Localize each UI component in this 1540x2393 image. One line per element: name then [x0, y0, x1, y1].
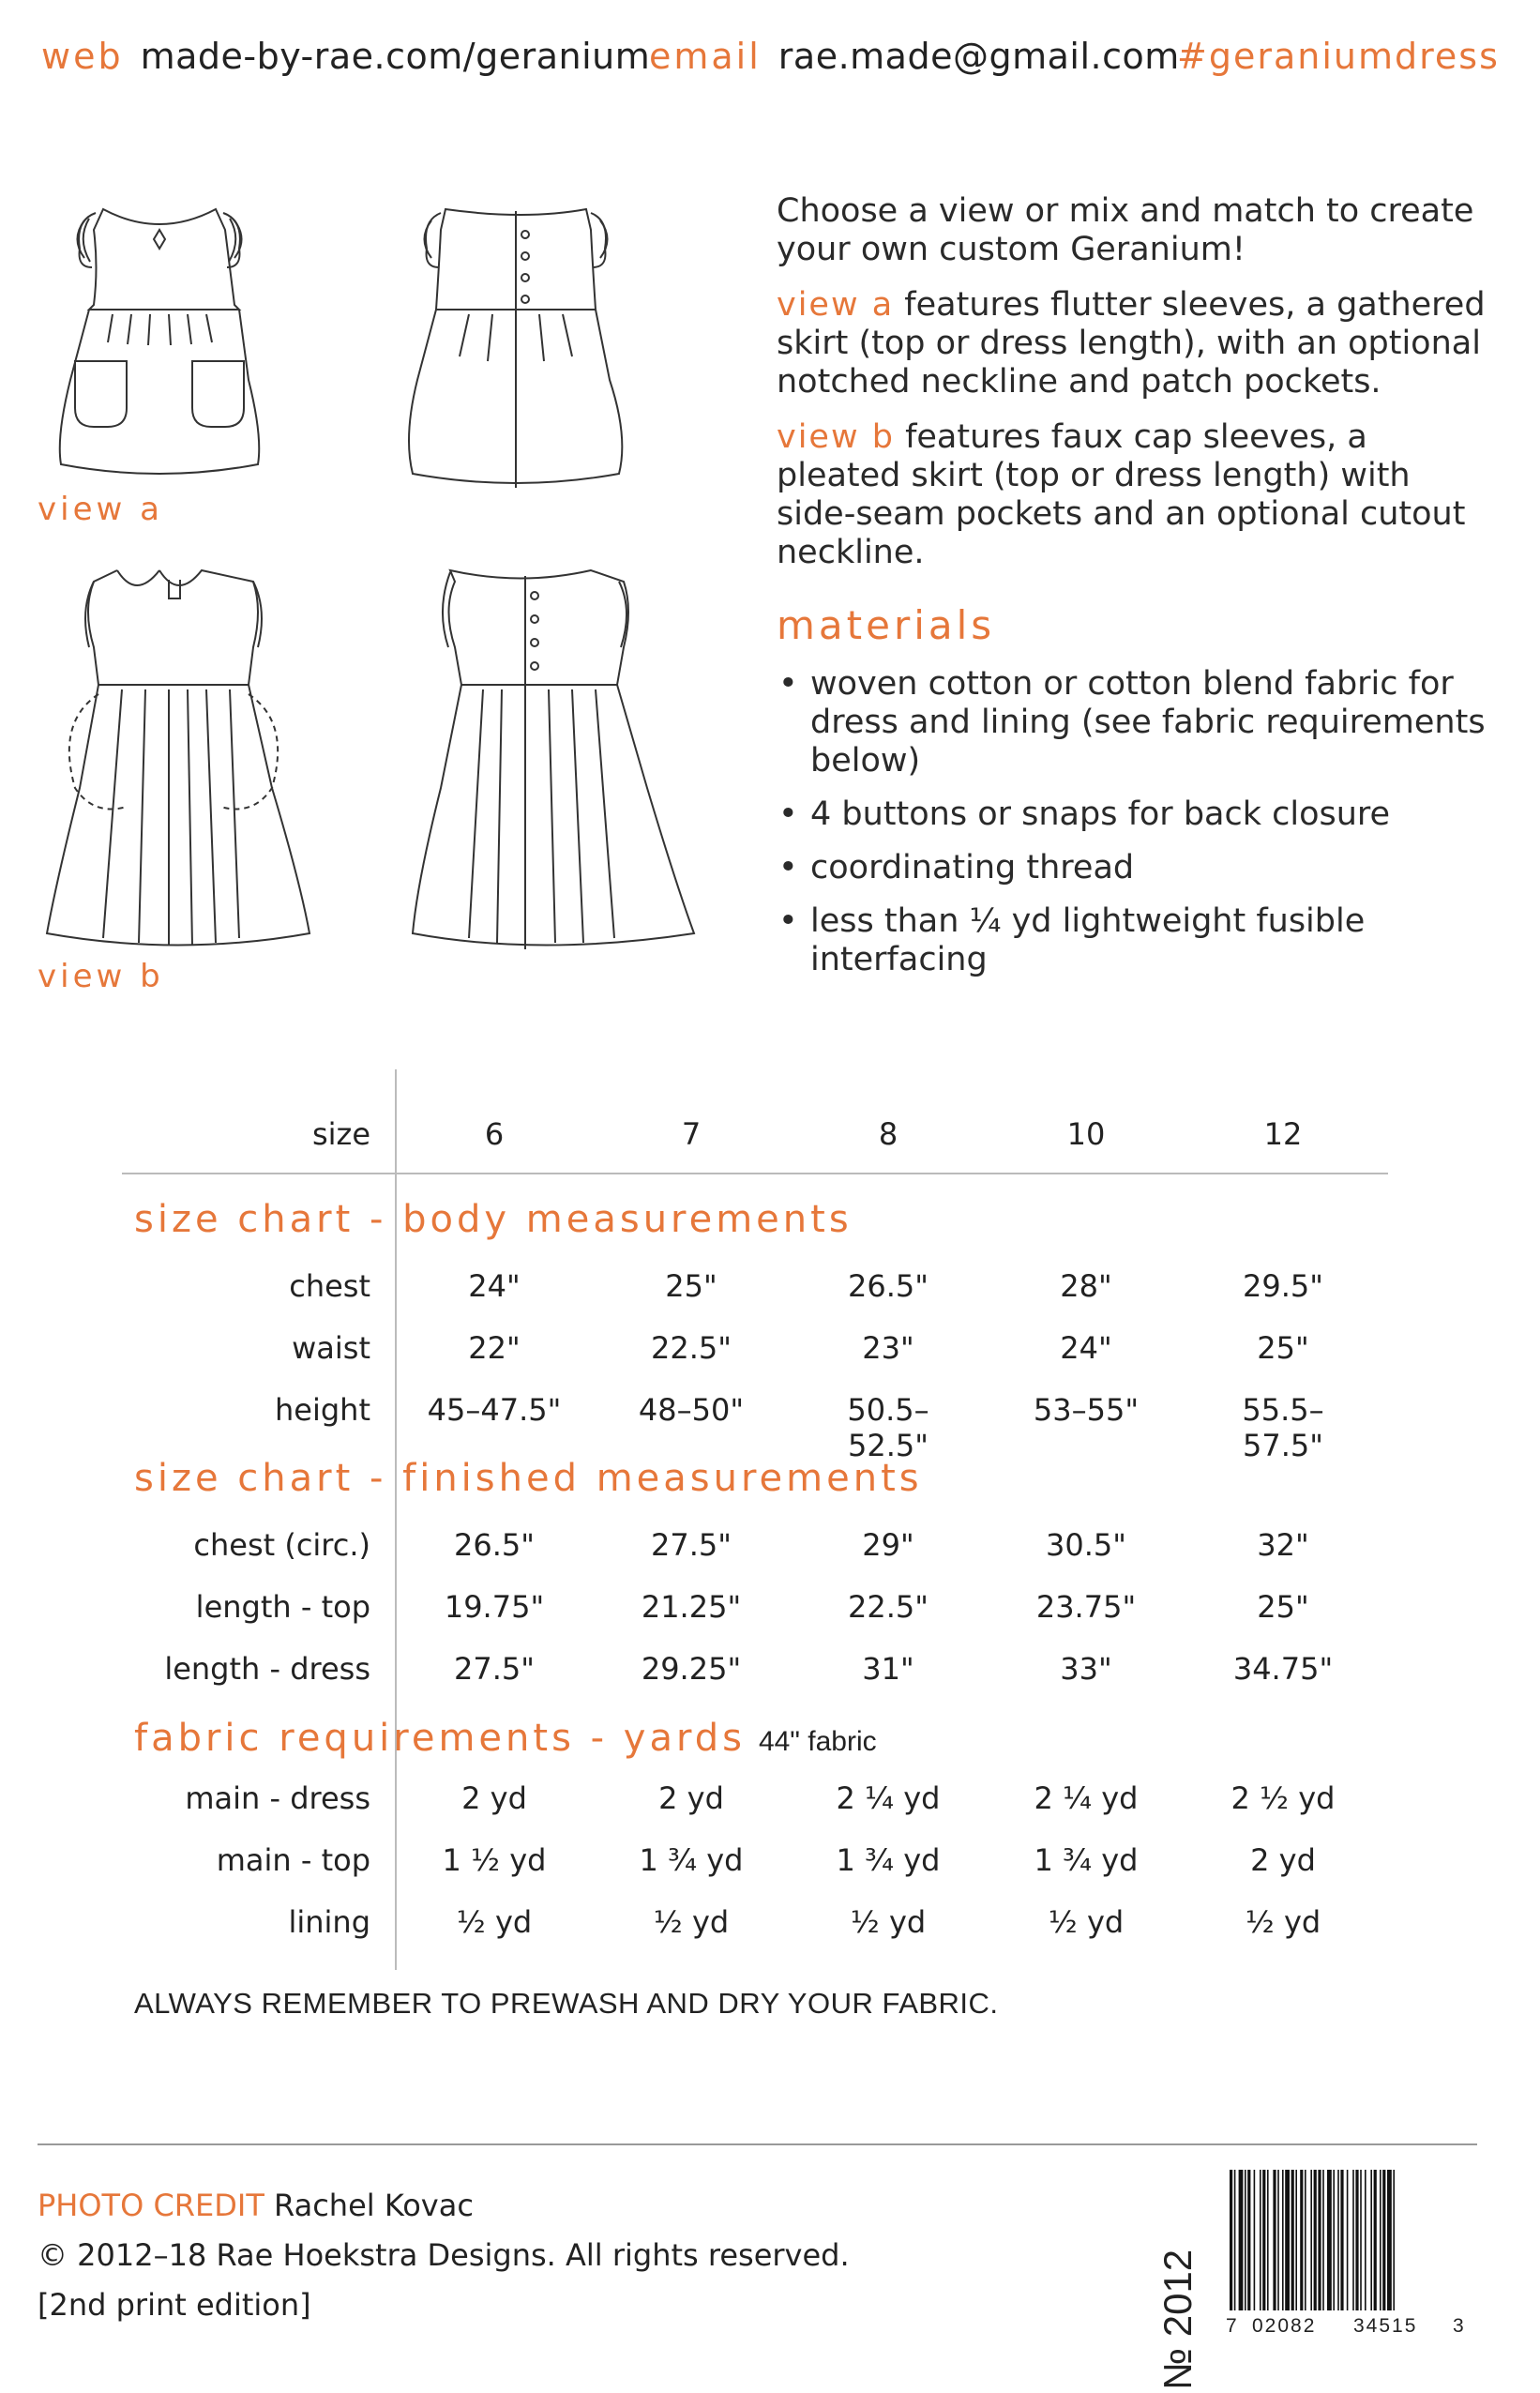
- barcode-bar: [1322, 2170, 1324, 2310]
- fabric-requirement-cell: 2 yd: [658, 1780, 724, 1816]
- barcode-right-digit: 3: [1453, 2315, 1464, 2337]
- fabric-requirement-cell: 2 ¼ yd: [1034, 1780, 1139, 1816]
- finished-measurement-cell: 21.25": [641, 1589, 742, 1625]
- barcode-bar: [1282, 2170, 1284, 2310]
- web-url[interactable]: made-by-rae.com/geranium: [140, 36, 651, 77]
- barcode-bar: [1260, 2170, 1261, 2310]
- finished-measurement-cell: 26.5": [454, 1527, 535, 1563]
- size-7: 7: [681, 1116, 702, 1152]
- copyright: © 2012–18 Rae Hoekstra Designs. All rights reserved.: [38, 2237, 850, 2273]
- body-measurement-cell: 22.5": [651, 1330, 732, 1366]
- intro-view-a-text: features flutter sleeves, a gathered skirt (top or dress length), with an optional notched neckline and patch pockets.: [777, 286, 1486, 401]
- materials-heading: materials: [777, 602, 996, 648]
- barcode-bar: [1355, 2170, 1358, 2310]
- barcode-bar: [1285, 2170, 1290, 2310]
- fabric-requirement-cell: ½ yd: [456, 1904, 533, 1940]
- web-key: web: [41, 36, 124, 77]
- barcode-digits-1: 02082: [1252, 2315, 1317, 2337]
- materials-section: [777, 602, 1489, 979]
- body-measurement-row-label: chest: [289, 1268, 370, 1304]
- finished-measurements-title: size chart - finished measurements: [134, 1457, 923, 1500]
- size-8: 8: [878, 1116, 898, 1152]
- finished-measurement-cell: 27.5": [651, 1527, 732, 1563]
- view-b-front-illustration: [38, 563, 347, 957]
- fabric-requirement-cell: 2 ¼ yd: [836, 1780, 941, 1816]
- body-measurement-row: [122, 1330, 1388, 1386]
- table-size-row: [122, 1116, 1388, 1173]
- hashtag: #geraniumdress: [1177, 36, 1500, 77]
- intro-view-b-text: features faux cap sleeves, a pleated skirt (top or dress length) with side-seam pockets and an optional cutout neckline.: [777, 418, 1466, 571]
- barcode-bar: [1254, 2170, 1256, 2310]
- barcode-bar: [1370, 2170, 1372, 2310]
- finished-measurement-row: [122, 1589, 1388, 1645]
- barcode-bar: [1318, 2170, 1321, 2310]
- fabric-requirement-row-label: main - dress: [185, 1780, 370, 1816]
- intro-view-a: [777, 286, 1489, 401]
- barcode-bar: [1230, 2170, 1232, 2310]
- finished-measurement-cell: 22.5": [848, 1589, 929, 1625]
- barcode-bar: [1393, 2170, 1395, 2310]
- finished-measurement-row-label: length - dress: [164, 1651, 370, 1687]
- barcode-bar: [1291, 2170, 1294, 2310]
- body-measurement-cell: 22": [468, 1330, 521, 1366]
- materials-list: [777, 665, 1489, 979]
- fabric-requirement-cell: 2 ½ yd: [1230, 1780, 1336, 1816]
- body-measurement-cell: 50.5–52.5": [847, 1392, 929, 1463]
- materials-item: • 4 buttons or snaps for back closure: [777, 795, 1489, 834]
- fabric-requirement-cell: 1 ½ yd: [442, 1842, 547, 1878]
- fabric-requirement-cell: ½ yd: [1048, 1904, 1125, 1940]
- barcode-bar: [1387, 2170, 1392, 2310]
- finished-measurement-cell: 29": [862, 1527, 914, 1563]
- email-key: email: [649, 36, 762, 77]
- intro-view-b-key: view b: [777, 418, 895, 456]
- barcode-bar: [1360, 2170, 1362, 2310]
- barcode-bar: [1374, 2170, 1377, 2310]
- barcode-bar: [1234, 2170, 1236, 2310]
- intro-view-a-key: view a: [777, 286, 895, 324]
- view-a-back-illustration: [385, 192, 694, 502]
- barcode-bar: [1333, 2170, 1335, 2310]
- barcode-bar: [1273, 2170, 1276, 2310]
- finished-measurement-row: [122, 1527, 1388, 1583]
- prewash-reminder: ALWAYS REMEMBER TO PREWASH AND DRY YOUR FABRIC.: [134, 1987, 999, 2020]
- catalog-number-text: № 2012: [1155, 2249, 1200, 2390]
- finished-measurement-cell: 32": [1257, 1527, 1309, 1563]
- finished-measurement-cell: 31": [862, 1651, 914, 1687]
- barcode: [1226, 2170, 1462, 2348]
- barcode-bar: [1382, 2170, 1385, 2310]
- finished-measurement-cell: 29.25": [641, 1651, 742, 1687]
- photo-credit-name: Rachel Kovac: [274, 2188, 474, 2223]
- view-a-front-illustration: [38, 192, 347, 502]
- header-email: [649, 36, 1180, 77]
- finished-measurement-cell: 34.75": [1232, 1651, 1334, 1687]
- materials-item: • less than ¼ yd lightweight fusible interfacing: [777, 902, 1489, 979]
- fabric-requirement-row-label: lining: [288, 1904, 370, 1940]
- body-measurement-cell: 24": [1060, 1330, 1112, 1366]
- barcode-left-digit: 7: [1226, 2315, 1237, 2337]
- footer-rule: [38, 2143, 1477, 2145]
- materials-item: • coordinating thread: [777, 849, 1489, 887]
- body-measurement-cell: 53–55": [1033, 1392, 1140, 1428]
- barcode-bar: [1262, 2170, 1265, 2310]
- finished-measurement-cell: 27.5": [454, 1651, 535, 1687]
- body-measurement-row: [122, 1392, 1388, 1463]
- finished-measurement-cell: 23.75": [1035, 1589, 1137, 1625]
- photo-credit: [38, 2188, 474, 2223]
- body-measurement-cell: 25": [665, 1268, 717, 1304]
- fabric-requirement-row: [122, 1780, 1388, 1837]
- barcode-digits-2: 34515: [1353, 2315, 1418, 2337]
- barcode-bar: [1247, 2170, 1250, 2310]
- barcode-bar: [1295, 2170, 1297, 2310]
- catalog-number: [1149, 2176, 1205, 2392]
- body-measurement-cell: 28": [1060, 1268, 1112, 1304]
- finished-measurement-cell: 19.75": [444, 1589, 545, 1625]
- body-measurement-cell: 26.5": [848, 1268, 929, 1304]
- barcode-bars: [1226, 2170, 1462, 2310]
- barcode-bar: [1347, 2170, 1349, 2310]
- fabric-requirement-cell: ½ yd: [1245, 1904, 1321, 1940]
- body-measurement-cell: 24": [468, 1268, 521, 1304]
- barcode-bar: [1380, 2170, 1381, 2310]
- print-edition: [2nd print edition]: [38, 2287, 311, 2323]
- email-address[interactable]: rae.made@gmail.com: [778, 36, 1180, 77]
- intro-view-b: [777, 418, 1489, 572]
- photo-credit-key: PHOTO CREDIT: [38, 2188, 264, 2223]
- finished-measurement-cell: 25": [1257, 1589, 1309, 1625]
- finished-measurement-row-label: chest (circ.): [193, 1527, 370, 1563]
- barcode-bar: [1305, 2170, 1306, 2310]
- barcode-bar: [1327, 2170, 1332, 2310]
- barcode-bar: [1365, 2170, 1366, 2310]
- view-b-label: view b: [38, 958, 164, 995]
- barcode-bar: [1340, 2170, 1343, 2310]
- fabric-requirement-cell: 2 yd: [1250, 1842, 1316, 1878]
- body-measurement-row-label: waist: [292, 1330, 370, 1366]
- fabric-requirement-cell: 1 ¾ yd: [836, 1842, 941, 1878]
- barcode-bar: [1352, 2170, 1354, 2310]
- fabric-requirement-cell: 2 yd: [461, 1780, 527, 1816]
- size-10: 10: [1066, 1116, 1106, 1152]
- header-web: [41, 36, 650, 77]
- fabric-requirement-row: [122, 1904, 1388, 1961]
- fabric-requirement-cell: 1 ¾ yd: [639, 1842, 744, 1878]
- fabric-requirement-row-label: main - top: [216, 1842, 370, 1878]
- size-6: 6: [484, 1116, 505, 1152]
- barcode-bar: [1277, 2170, 1279, 2310]
- body-measurement-cell: 23": [862, 1330, 914, 1366]
- barcode-bar: [1314, 2170, 1317, 2310]
- table-header-rule: [122, 1173, 1388, 1174]
- body-measurement-row-label: height: [275, 1392, 370, 1428]
- barcode-bar: [1245, 2170, 1246, 2310]
- barcode-bar: [1267, 2170, 1269, 2310]
- materials-item: • woven cotton or cotton blend fabric for dress and lining (see fabric requirements below): [777, 665, 1489, 780]
- fabric-requirement-row: [122, 1842, 1388, 1899]
- intro-p1: Choose a view or mix and match to create your own custom Geranium!: [777, 192, 1474, 268]
- body-measurement-cell: 45–47.5": [427, 1392, 562, 1428]
- barcode-bar: [1310, 2170, 1312, 2310]
- fabric-requirements-title: [134, 1717, 877, 1760]
- finished-measurement-cell: 33": [1060, 1651, 1112, 1687]
- barcode-bar: [1337, 2170, 1339, 2310]
- fabric-requirement-cell: 1 ¾ yd: [1034, 1842, 1139, 1878]
- finished-measurement-cell: 30.5": [1046, 1527, 1126, 1563]
- body-measurement-cell: 48–50": [638, 1392, 745, 1428]
- body-measurement-cell: 25": [1257, 1330, 1309, 1366]
- barcode-bar: [1300, 2170, 1303, 2310]
- body-measurements-title: size chart - body measurements: [134, 1198, 853, 1241]
- view-b-back-illustration: [375, 563, 703, 957]
- view-a-label: view a: [38, 491, 163, 528]
- fabric-requirement-cell: ½ yd: [850, 1904, 927, 1940]
- fabric-title-text: fabric requirements - yards: [134, 1717, 746, 1760]
- finished-measurement-row-label: length - top: [195, 1589, 370, 1625]
- barcode-bar: [1239, 2170, 1244, 2310]
- body-measurement-cell: 29.5": [1243, 1268, 1323, 1304]
- fabric-requirement-cell: ½ yd: [653, 1904, 730, 1940]
- intro-text: [777, 192, 1489, 994]
- body-measurement-cell: 55.5–57.5": [1242, 1392, 1324, 1463]
- finished-measurement-row: [122, 1651, 1388, 1707]
- size-12: 12: [1263, 1116, 1303, 1152]
- fabric-width-note: 44" fabric: [758, 1726, 877, 1757]
- body-measurement-row: [122, 1268, 1388, 1325]
- size-label: size: [311, 1116, 370, 1152]
